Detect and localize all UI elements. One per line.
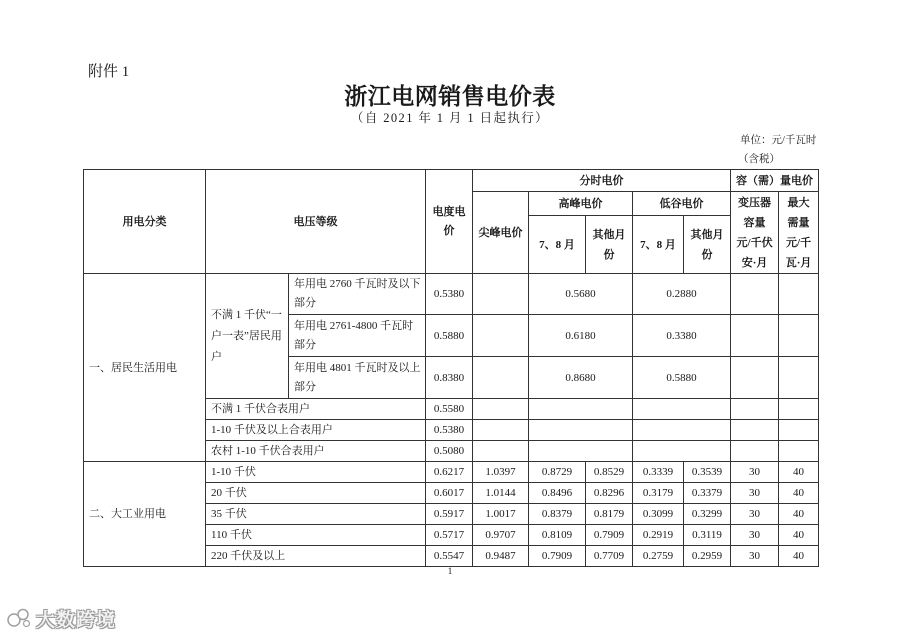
max-demand-cell [779, 420, 819, 441]
energy-price-cell: 0.6217 [426, 462, 473, 483]
critical-peak-price-cell: 0.9707 [473, 525, 529, 546]
document-title: 浙江电网销售电价表 [344, 84, 556, 109]
transformer-capacity-cell [731, 357, 779, 399]
voltage-label-cell: 35 千伏 [206, 504, 426, 525]
peak-other-months-cell: 0.7709 [586, 546, 633, 567]
valley-price-cell [633, 441, 731, 462]
voltage-label-cell: 1-10 千伏及以上合表用户 [206, 420, 426, 441]
transformer-capacity-cell: 30 [731, 483, 779, 504]
effective-date-subtitle: （自 2021 年 1 月 1 日起执行） [350, 111, 550, 125]
energy-price-cell: 0.5717 [426, 525, 473, 546]
peak-price-cell: 0.5680 [529, 274, 633, 315]
valley-other-months-cell: 0.3299 [684, 504, 731, 525]
max-demand-cell: 40 [779, 525, 819, 546]
peak-other-months-cell: 0.8179 [586, 504, 633, 525]
energy-price-cell: 0.5380 [426, 420, 473, 441]
voltage-label-cell: 农村 1-10 千伏合表用户 [206, 441, 426, 462]
peak-jul-aug-header: 7、8 月 [529, 216, 586, 274]
cell-line: 部分 [294, 338, 316, 351]
critical-peak-price-cell [473, 357, 529, 399]
header-line: 瓦·月 [785, 256, 812, 269]
header-line: 变压器 [738, 196, 772, 209]
header-line: 其他月 [690, 228, 724, 241]
one-meter-users-cell [206, 274, 289, 399]
valley-price-cell [633, 399, 731, 420]
max-demand-cell: 40 [779, 483, 819, 504]
peak-price-cell: 0.8680 [529, 357, 633, 399]
watermark [6, 604, 116, 632]
time-of-use-header: 分时电价 [473, 170, 731, 192]
tier-label-cell [289, 274, 426, 315]
valley-price-cell: 0.2880 [633, 274, 731, 315]
critical-peak-price-cell: 0.9487 [473, 546, 529, 567]
table-row [84, 274, 819, 315]
critical-peak-price-cell: 1.0017 [473, 504, 529, 525]
energy-price-cell: 0.5580 [426, 399, 473, 420]
peak-header: 高峰电价 [529, 192, 633, 216]
max-demand-cell [779, 315, 819, 357]
cell-line: 户一表”居民用 [211, 329, 282, 342]
transformer-capacity-cell: 30 [731, 462, 779, 483]
voltage-label-cell: 110 千伏 [206, 525, 426, 546]
valley-price-cell: 0.5880 [633, 357, 731, 399]
energy-price-cell: 0.5547 [426, 546, 473, 567]
valley-other-months-header [684, 216, 731, 274]
peak-price-cell: 0.6180 [529, 315, 633, 357]
max-demand-cell: 40 [779, 462, 819, 483]
valley-header: 低谷电价 [633, 192, 731, 216]
category-cell-residential: 一、居民生活用电 [84, 274, 206, 462]
header-row [84, 170, 819, 192]
energy-price-header [426, 170, 473, 274]
cell-line: 年用电 2761-4800 千瓦时 [294, 319, 414, 332]
header-line: 容量 [743, 216, 766, 229]
energy-price-cell: 0.5917 [426, 504, 473, 525]
voltage-label-cell: 20 千伏 [206, 483, 426, 504]
peak-other-months-cell: 0.7909 [586, 525, 633, 546]
page-number: 1 [447, 566, 453, 576]
header-line: 元/千伏 [736, 236, 773, 249]
transformer-capacity-cell [731, 399, 779, 420]
energy-price-cell: 0.5880 [426, 315, 473, 357]
peak-jul-aug-cell: 0.7909 [529, 546, 586, 567]
max-demand-cell [779, 274, 819, 315]
header-line: 安·月 [741, 256, 768, 269]
tax-note: （含税） [738, 154, 780, 165]
header-line: 需量 [787, 216, 810, 229]
max-demand-cell [779, 357, 819, 399]
header-line: 份 [701, 248, 713, 261]
transformer-capacity-cell [731, 441, 779, 462]
max-demand-cell [779, 441, 819, 462]
valley-other-months-cell: 0.2959 [684, 546, 731, 567]
valley-jul-aug-cell: 0.2919 [633, 525, 684, 546]
transformer-capacity-cell [731, 420, 779, 441]
peak-price-cell [529, 420, 633, 441]
valley-jul-aug-cell: 0.3099 [633, 504, 684, 525]
category-cell-large-industry: 二、大工业用电 [84, 462, 206, 567]
energy-price-cell: 0.5380 [426, 274, 473, 315]
header-line: 元/千 [786, 236, 812, 249]
valley-price-cell [633, 420, 731, 441]
transformer-capacity-header [731, 192, 779, 274]
voltage-level-header: 电压等级 [206, 170, 426, 274]
peak-jul-aug-cell: 0.8496 [529, 483, 586, 504]
max-demand-header [779, 192, 819, 274]
critical-peak-price-cell [473, 315, 529, 357]
tariff-table [83, 169, 819, 567]
watermark-text: 大数跨境 [36, 608, 117, 631]
valley-other-months-cell: 0.3379 [684, 483, 731, 504]
cell-line: 年用电 4801 千瓦时及以上 [294, 361, 421, 374]
energy-price-cell: 0.8380 [426, 357, 473, 399]
peak-jul-aug-cell: 0.8379 [529, 504, 586, 525]
critical-peak-price-cell [473, 441, 529, 462]
cell-line: 不满 1 千伏“一 [211, 308, 282, 321]
transformer-capacity-cell: 30 [731, 525, 779, 546]
cell-line: 户 [211, 350, 222, 363]
energy-price-cell: 0.5080 [426, 441, 473, 462]
critical-peak-price-cell: 1.0144 [473, 483, 529, 504]
capacity-demand-header: 容（需）量电价 [731, 170, 819, 192]
voltage-label-cell: 1-10 千伏 [206, 462, 426, 483]
transformer-capacity-cell [731, 274, 779, 315]
critical-peak-price-cell [473, 274, 529, 315]
peak-jul-aug-cell: 0.8109 [529, 525, 586, 546]
max-demand-cell: 40 [779, 504, 819, 525]
header-line: 电度电 [432, 205, 466, 218]
tier-label-cell [289, 357, 426, 399]
critical-peak-price-cell [473, 420, 529, 441]
category-header: 用电分类 [84, 170, 206, 274]
peak-jul-aug-cell: 0.8729 [529, 462, 586, 483]
voltage-label-cell: 220 千伏及以上 [206, 546, 426, 567]
energy-price-cell: 0.6017 [426, 483, 473, 504]
critical-peak-price-cell [473, 399, 529, 420]
cell-line: 部分 [294, 297, 316, 309]
voltage-label-cell: 不满 1 千伏合表用户 [206, 399, 426, 420]
max-demand-cell [779, 399, 819, 420]
peak-other-months-cell: 0.8529 [586, 462, 633, 483]
valley-jul-aug-cell: 0.3179 [633, 483, 684, 504]
valley-price-cell: 0.3380 [633, 315, 731, 357]
tier-label-cell [289, 315, 426, 357]
valley-jul-aug-cell: 0.2759 [633, 546, 684, 567]
unit-note: 单位：元/千瓦时 [740, 135, 817, 146]
header-line: 价 [443, 224, 455, 237]
watermark-logo-icon [6, 606, 32, 630]
peak-price-cell [529, 441, 633, 462]
transformer-capacity-cell: 30 [731, 546, 779, 567]
header-line: 份 [603, 248, 615, 261]
valley-jul-aug-header: 7、8 月 [633, 216, 684, 274]
table-row [84, 462, 819, 483]
valley-jul-aug-cell: 0.3339 [633, 462, 684, 483]
critical-peak-price-cell: 1.0397 [473, 462, 529, 483]
peak-price-cell [529, 399, 633, 420]
valley-other-months-cell: 0.3119 [684, 525, 731, 546]
transformer-capacity-cell: 30 [731, 504, 779, 525]
attachment-label: 附件 1 [88, 64, 130, 80]
header-line: 最大 [787, 196, 810, 209]
header-line: 其他月 [592, 228, 626, 241]
transformer-capacity-cell [731, 315, 779, 357]
peak-other-months-cell: 0.8296 [586, 483, 633, 504]
peak-other-months-header [586, 216, 633, 274]
cell-line: 年用电 2760 千瓦时及以下 [294, 278, 421, 290]
critical-peak-header: 尖峰电价 [473, 192, 529, 274]
valley-other-months-cell: 0.3539 [684, 462, 731, 483]
max-demand-cell: 40 [779, 546, 819, 567]
cell-line: 部分 [294, 380, 316, 393]
